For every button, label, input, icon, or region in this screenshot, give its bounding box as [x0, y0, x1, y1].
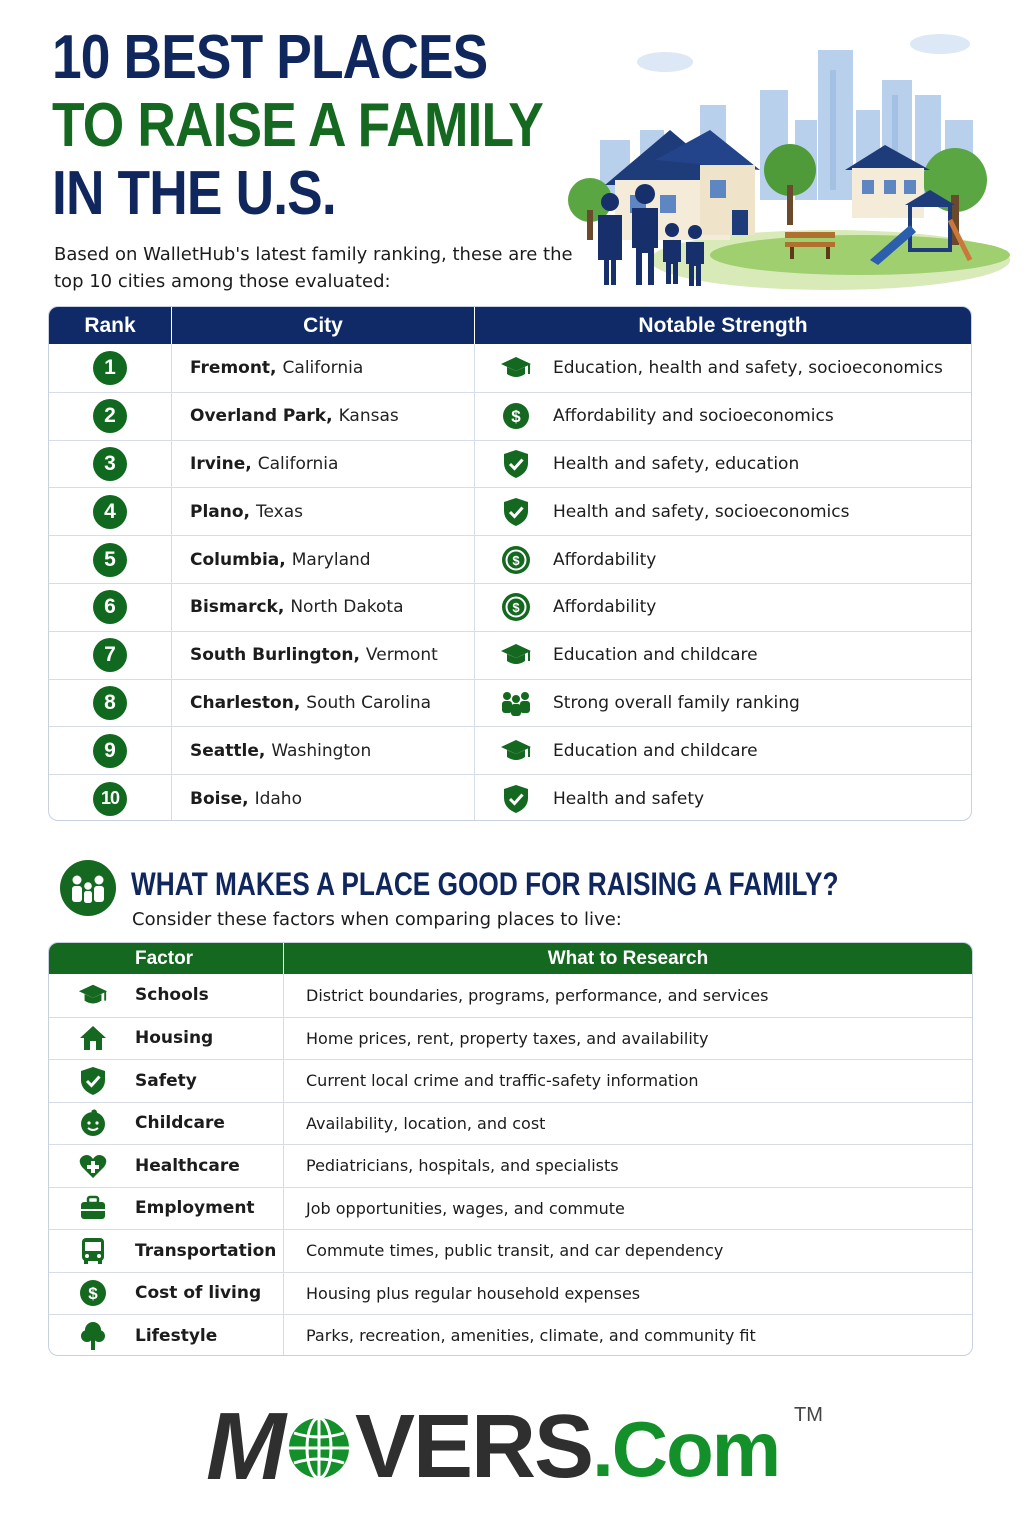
ranking-row	[49, 726, 971, 774]
intro-text: Based on WalletHub's latest family ranking, these are the top 10 cities among those evaluated:	[54, 244, 573, 292]
factor-name: Transportation	[135, 1240, 277, 1261]
factor-name: Cost of living	[135, 1283, 262, 1304]
family-houses-illustration	[560, 20, 1010, 295]
header-strength: Notable Strength	[638, 313, 808, 337]
tree-icon	[78, 1322, 108, 1350]
strength-text: Affordability	[553, 597, 657, 618]
rank-badge: 1	[93, 351, 127, 385]
factor-name: Schools	[135, 985, 209, 1006]
state-name: California	[282, 357, 364, 378]
rank-cell	[49, 727, 172, 774]
rank-cell	[49, 488, 172, 535]
city-cell	[172, 441, 475, 488]
rank-badge: 5	[93, 543, 127, 577]
svg-text:$: $	[512, 600, 520, 616]
factor-name: Safety	[135, 1070, 197, 1091]
people-group-icon	[499, 688, 533, 718]
rank-cell	[49, 632, 172, 679]
city-name: Seattle,	[190, 740, 266, 761]
factor-row	[49, 1272, 972, 1315]
rank-badge: 3	[93, 447, 127, 481]
city-name: Plano,	[190, 501, 250, 522]
strength-cell	[475, 727, 971, 774]
logo-vers: VERS	[354, 1397, 593, 1497]
factor-name: Employment	[135, 1198, 255, 1219]
ranking-table	[48, 306, 972, 821]
strength-cell	[475, 680, 971, 727]
graduation-cap-icon	[499, 353, 533, 383]
city-cell	[172, 727, 475, 774]
factor-cell	[49, 1145, 284, 1187]
shield-check-icon	[78, 1067, 108, 1095]
strength-cell	[475, 344, 971, 392]
state-name: Texas	[256, 501, 303, 522]
factor-row	[49, 1059, 972, 1102]
ranking-row	[49, 774, 971, 821]
city-name: Bismarck,	[190, 597, 285, 618]
ranking-row	[49, 392, 971, 440]
factor-table	[48, 942, 973, 1356]
logo-com: .Com	[592, 1405, 780, 1493]
rank-badge: 10	[93, 782, 127, 816]
strength-cell	[475, 393, 971, 440]
rank-badge: 8	[93, 686, 127, 720]
rank-badge: 7	[93, 638, 127, 672]
research-cell: District boundaries, programs, performance, and services	[306, 985, 769, 1005]
rank-cell	[49, 344, 172, 392]
factor-cell	[49, 1273, 284, 1315]
title-line-2: TO RAISE A FAMILY	[52, 91, 544, 160]
strength-text: Affordability and socioeconomics	[553, 406, 834, 427]
research-cell: Availability, location, and cost	[306, 1113, 546, 1133]
strength-cell	[475, 775, 971, 821]
graduation-cap-icon	[499, 736, 533, 766]
state-name: Vermont	[365, 645, 438, 666]
factor-name: Healthcare	[135, 1155, 240, 1176]
ranking-row	[49, 535, 971, 583]
research-cell: Parks, recreation, amenities, climate, and community fit	[306, 1326, 756, 1346]
city-cell	[172, 488, 475, 535]
factor-row	[49, 1017, 972, 1060]
trademark-symbol: TM	[794, 1404, 823, 1426]
factor-cell	[49, 1315, 284, 1356]
ranking-row	[49, 344, 971, 392]
ranking-table-header	[49, 307, 971, 344]
house-icon	[78, 1024, 108, 1052]
dollar-icon	[78, 1279, 108, 1307]
factor-cell	[49, 974, 284, 1017]
header-factor: Factor	[49, 943, 284, 974]
state-name: California	[257, 453, 339, 474]
briefcase-icon	[78, 1194, 108, 1222]
strength-text: Health and safety	[553, 788, 705, 809]
factor-row	[49, 974, 972, 1017]
state-name: Washington	[271, 740, 372, 761]
section-subtitle: Consider these factors when comparing places to live:	[132, 909, 622, 930]
factor-row	[49, 1229, 972, 1272]
research-cell: Job opportunities, wages, and commute	[306, 1198, 625, 1218]
baby-face-icon	[78, 1109, 108, 1137]
factor-row	[49, 1102, 972, 1145]
ranking-row	[49, 487, 971, 535]
title-line-3: IN THE U.S.	[52, 159, 336, 228]
rank-cell	[49, 441, 172, 488]
city-name: Fremont,	[190, 357, 277, 378]
bus-icon	[78, 1237, 108, 1265]
money-coin-icon	[499, 545, 533, 575]
graduation-cap-icon	[78, 981, 108, 1009]
section-title: WHAT MAKES A PLACE GOOD FOR RAISING A FAMILY?	[131, 866, 839, 902]
family-group-icon	[60, 860, 116, 916]
city-name: South Burlington,	[190, 645, 360, 666]
strength-text: Education, health and safety, socioeconomics	[553, 357, 943, 378]
strength-text: Health and safety, education	[553, 453, 800, 474]
ranking-row	[49, 679, 971, 727]
factor-name: Childcare	[135, 1113, 225, 1134]
factor-cell	[49, 1103, 284, 1145]
factor-row	[49, 1144, 972, 1187]
rank-cell	[49, 775, 172, 821]
strength-text: Education and childcare	[553, 740, 758, 761]
heart-plus-icon	[78, 1152, 108, 1180]
svg-text:$: $	[511, 407, 521, 427]
rank-badge: 2	[93, 399, 127, 433]
shield-check-icon	[499, 497, 533, 527]
city-cell	[172, 680, 475, 727]
city-cell	[172, 536, 475, 583]
state-name: South Carolina	[306, 692, 432, 713]
rank-cell	[49, 584, 172, 631]
state-name: North Dakota	[290, 597, 404, 618]
factor-cell	[49, 1230, 284, 1272]
state-name: Idaho	[254, 788, 302, 809]
rank-cell	[49, 393, 172, 440]
city-cell	[172, 344, 475, 392]
state-name: Kansas	[338, 406, 399, 427]
dollar-icon	[499, 401, 533, 431]
city-cell	[172, 632, 475, 679]
title-line-1: 10 BEST PLACES	[52, 23, 488, 92]
strength-cell	[475, 441, 971, 488]
rank-cell	[49, 680, 172, 727]
ranking-row	[49, 583, 971, 631]
page-title	[52, 24, 543, 228]
globe-icon	[287, 1416, 351, 1480]
strength-cell	[475, 584, 971, 631]
svg-text:$: $	[88, 1284, 98, 1304]
city-cell	[172, 393, 475, 440]
city-name: Boise,	[190, 788, 249, 809]
logo-m: M	[206, 1393, 283, 1500]
strength-text: Affordability	[553, 549, 657, 570]
strength-text: Health and safety, socioeconomics	[553, 501, 850, 522]
city-name: Charleston,	[190, 692, 301, 713]
strength-cell	[475, 632, 971, 679]
research-cell: Pediatricians, hospitals, and specialists	[306, 1156, 619, 1176]
ranking-row	[49, 631, 971, 679]
research-cell: Commute times, public transit, and car dependency	[306, 1241, 724, 1261]
rank-badge: 6	[93, 590, 127, 624]
city-name: Irvine,	[190, 453, 252, 474]
research-cell: Housing plus regular household expenses	[306, 1283, 641, 1303]
rank-badge: 4	[93, 495, 127, 529]
money-coin-icon	[499, 592, 533, 622]
research-cell: Current local crime and traffic-safety information	[306, 1071, 699, 1091]
factor-cell	[49, 1188, 284, 1230]
header-rank: Rank	[49, 307, 172, 344]
ranking-row	[49, 440, 971, 488]
city-name: Overland Park,	[190, 406, 333, 427]
research-cell: Home prices, rent, property taxes, and availability	[306, 1028, 709, 1048]
header-research: What to Research	[547, 947, 709, 969]
header-city: City	[172, 307, 475, 344]
factor-table-header	[49, 943, 972, 974]
factor-name: Lifestyle	[135, 1325, 218, 1346]
shield-check-icon	[499, 784, 533, 814]
city-cell	[172, 775, 475, 821]
svg-text:$: $	[512, 552, 520, 568]
city-name: Columbia,	[190, 549, 286, 570]
state-name: Maryland	[291, 549, 371, 570]
strength-cell	[475, 536, 971, 583]
strength-text: Education and childcare	[553, 645, 758, 666]
rank-badge: 9	[93, 734, 127, 768]
factor-row	[49, 1187, 972, 1230]
movers-logo	[206, 1393, 823, 1500]
city-cell	[172, 584, 475, 631]
factor-cell	[49, 1060, 284, 1102]
strength-cell	[475, 488, 971, 535]
shield-check-icon	[499, 449, 533, 479]
strength-text: Strong overall family ranking	[553, 692, 800, 713]
factor-cell	[49, 1018, 284, 1060]
factor-row	[49, 1314, 972, 1356]
graduation-cap-icon	[499, 640, 533, 670]
rank-cell	[49, 536, 172, 583]
factor-name: Housing	[135, 1028, 214, 1049]
